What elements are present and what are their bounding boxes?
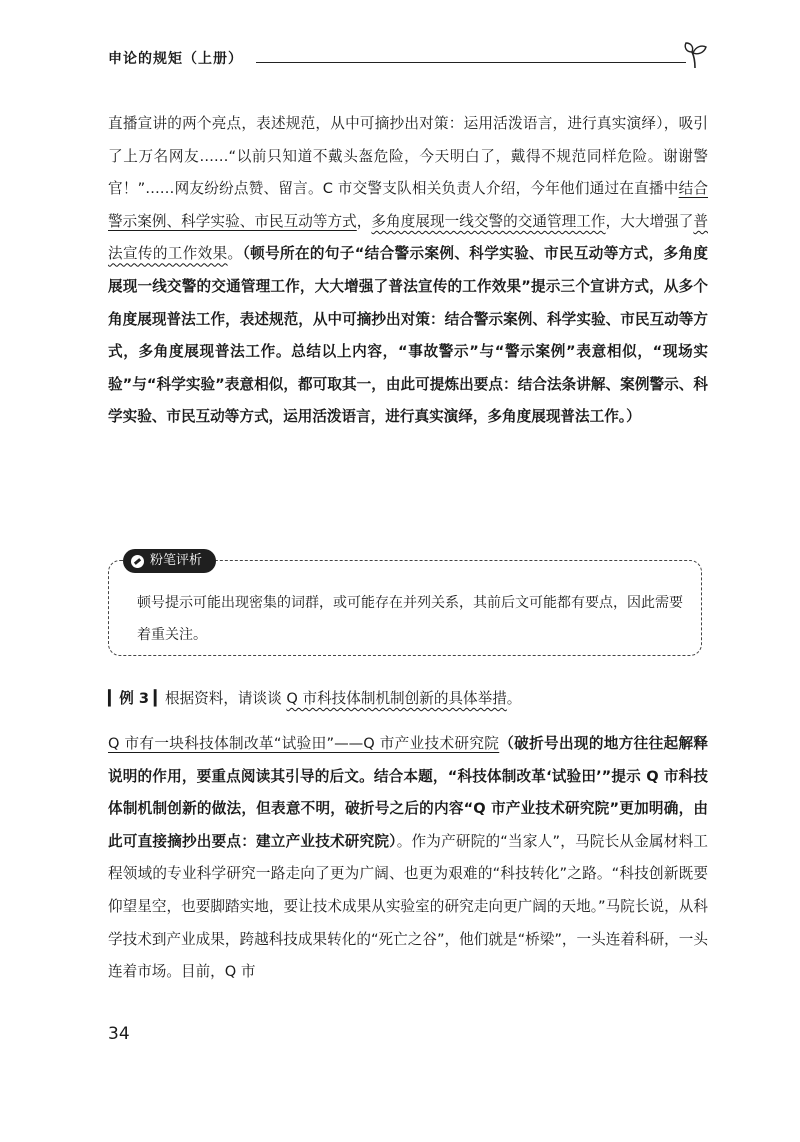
p2-text-1: 。作为产研院的“当家人”，马院长从金属材料工程领域的专业科学研究一路走向了更为广阔、也更为艰难的“科技转化”之路。“科技创新既要仰望星空，也要脚踏实地，要让技术成果从实验室的研究走向更广阔的天地。”马院长说，从科学技术到产业成果，跨越科技成果转化的“死亡之谷”，他们就是“桥梁”，一头连着科研，一头连着市场。目前，Q 市 (108, 832, 708, 981)
example-q-text-2: 。 (506, 690, 522, 707)
p1-text-1: 直播宣讲的两个亮点，表述规范，从中可摘抄出对策：运用活泼语言，进行真实演绎） (108, 115, 664, 132)
example-bracket-right: ▎ (149, 690, 165, 707)
header-rule (256, 62, 686, 63)
p2-analysis: （破折号出现的地方往往起解释说明的作用，要重点阅读其引导的后文。结合本题，“科技体制改革‘试验田’”提示 Q 市科技体制机制创新的做法，但表意不明，破折号之后的内容“Q 市产业技术研究院”更加明确，由此可直接摘抄出要点：建立产业技术研究院） (108, 735, 708, 850)
example-question (108, 684, 708, 714)
pen-icon (131, 555, 144, 568)
note-text: 顿号提示可能出现密集的词群，或可能存在并列关系，其前后文可能都有要点，因此需要着重关注。 (137, 595, 683, 643)
example-q-text-1: 根据资料，请谈谈 (164, 690, 287, 707)
example-q-wavy: Q 市科技体制机制创新的具体举措 (286, 690, 507, 707)
note-tag-label: 粉笔评析 (150, 553, 203, 568)
analysis-note-box (108, 553, 702, 656)
p1-text-5: 。 (227, 245, 243, 263)
paragraph-2 (108, 728, 708, 989)
p1-underline-1: 结合警示案例、科学实验、市民互动等方式 (108, 180, 708, 230)
example-bracket-left: ▎ (108, 690, 120, 707)
paragraph-1 (108, 108, 708, 434)
example-label: 例 3 (119, 690, 150, 707)
p1-text-4: ，大大增强了 (605, 212, 694, 230)
p1-text-2: ，吸引了上万名网友……“以前只知道不戴头盔危险，今天明白了，戴得不规范同样危险。谢谢警官！”……网友纷纷点赞、留言。C 市交警支队相关负责人介绍，今年他们通过在直播中 (108, 115, 708, 198)
page-number: 34 (108, 1024, 130, 1044)
p1-wavy-1: 多角度展现一线交警的交通管理工作 (371, 212, 606, 230)
p1-text-3: ， (356, 212, 372, 230)
p1-wavy-2: 普法宣传的工作效果 (108, 212, 708, 263)
note-tag (123, 549, 216, 573)
running-header (108, 40, 708, 74)
sprout-icon (682, 40, 708, 70)
p1-analysis: （顿号所在的句子“结合警示案例、科学实验、市民互动等方式，多角度展现一线交警的交通管理工作，大大增强了普法宣传的工作效果”提示三个宣讲方式，从多个角度展现普法工作，表述规范，从中可摘抄出对策：结合警示案例、科学实验、市民互动等方式，多角度展现普法工作。总结以上内容，“事故警示”与“警示案例”表意相似，“现场实验”与“科学实验”表意相似，都可取其一，由此可提炼出要点：结合法条讲解、案例警示、科学实验、市民互动等方式，运用活泼语言，进行真实演绎，多角度展现普法工作。） (108, 245, 708, 426)
p2-underline-1: Q 市有一块科技体制改革“试验田”——Q 市产业技术研究院 (108, 735, 500, 752)
header-title: 申论的规矩（上册） (108, 51, 243, 67)
